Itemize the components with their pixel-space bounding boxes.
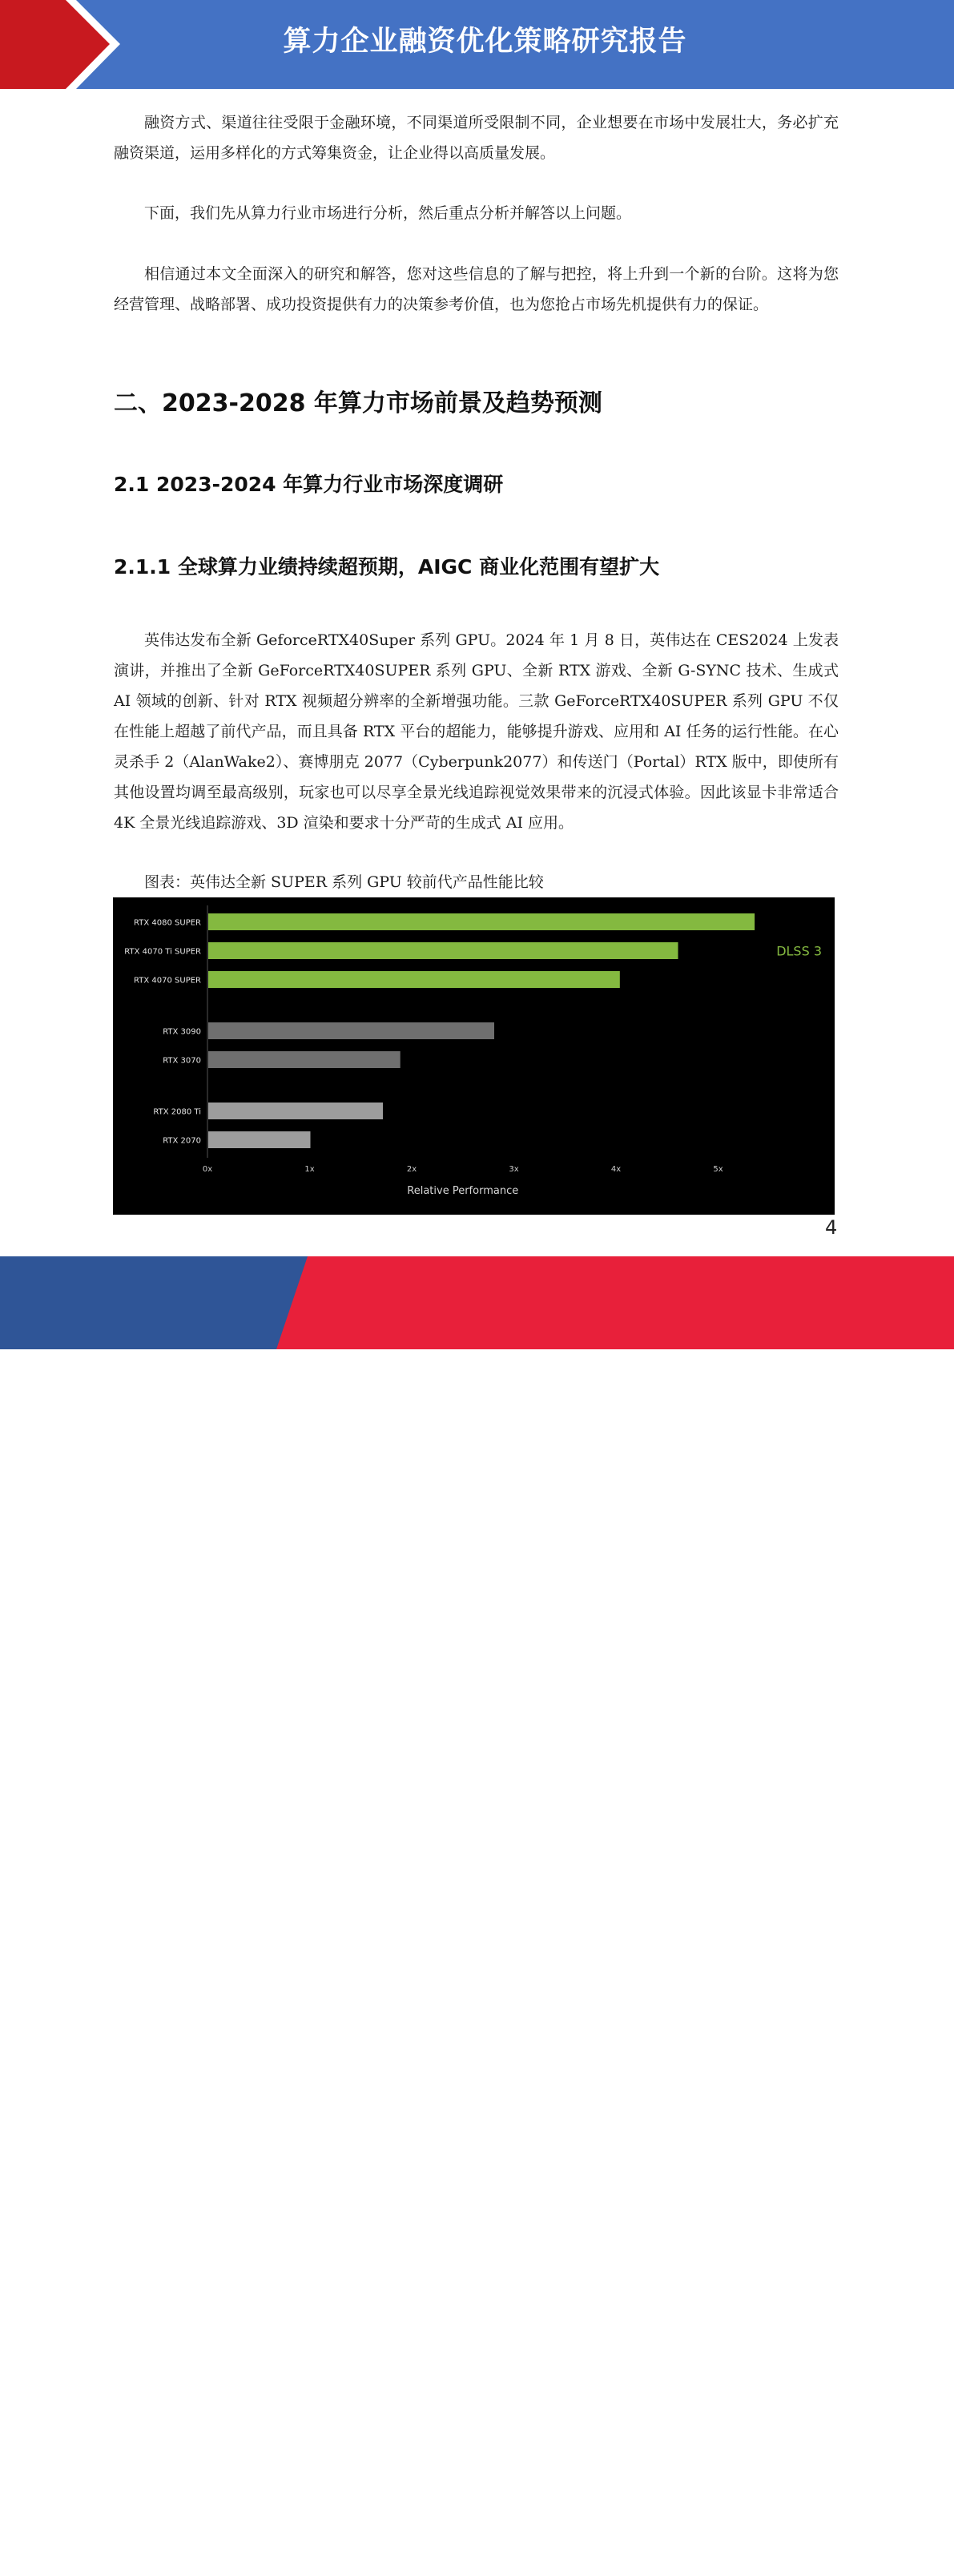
bar xyxy=(208,1051,401,1068)
bar xyxy=(208,971,620,988)
category-label: RTX 4080 SUPER xyxy=(134,918,201,928)
report-title: 算力企业融资优化策略研究报告 xyxy=(283,26,687,58)
footer-background xyxy=(0,1256,954,1349)
bar xyxy=(208,1103,383,1119)
page-footer xyxy=(0,1256,954,2574)
paragraph-intro: 下面，我们先从算力行业市场进行分析，然后重点分析并解答以上问题。 xyxy=(144,204,632,222)
paragraph-nvidia: 英伟达发布全新 GeforceRTX40Super 系列 GPU。2024 年 1 月 8 日，英伟达在 CES2024 上发表演讲，并推出了全新 GeForceRTX40SUPER 系列 GPU、全新 RTX 游戏、全新 G-SYNC 技术、生成式 AI 领域的创新、针对 RTX 视频超分辨率的全新增强功能。三款 GeForceRTX40SUPER 系列 GPU 不仅在性能上超越了前代产品，而且具备 RTX 平台的超能力，能够提升游戏、应用和 AI 任务的运行性能。在心灵杀手 2（AlanWake2）、赛博朋克 2077（Cyberpunk2077）和传送门（Portal）RTX 版中，即使所有其他设置均调至最高级别，玩家也可以尽享全景光线追踪视觉效果带来的沉浸式体验。因此该显卡非常适合 4K 全景光线追踪游戏、3D 渲染和要求十分严苛的生成式 AI 应用。 xyxy=(114,631,839,832)
bar xyxy=(208,913,755,930)
gpu-performance-chart xyxy=(113,897,835,1215)
category-label: RTX 2070 xyxy=(163,1136,201,1146)
chart-svg xyxy=(113,897,835,1215)
bar xyxy=(208,1022,494,1039)
x-tick-label: 0x xyxy=(202,1165,213,1174)
category-label: RTX 4070 SUPER xyxy=(134,976,201,986)
dlss-annotation: DLSS 3 xyxy=(776,943,822,959)
x-tick-label: 2x xyxy=(406,1165,417,1174)
footer-slogan-right: 行业专家、管理专家、营销专家、战略专家、成功企业家…… xyxy=(317,2551,859,2574)
category-label: RTX 3070 xyxy=(163,1056,201,1066)
paragraph-financing: 融资方式、渠道往往受限于金融环境，不同渠道所受限制不同，企业想要在市场中发展壮大，务必扩充融资渠道，运用多样化的方式筹集资金，让企业得以高质量发展。 xyxy=(114,114,839,162)
x-tick-label: 1x xyxy=(304,1165,315,1174)
category-label: RTX 4070 Ti SUPER xyxy=(124,947,201,957)
x-tick-label: 5x xyxy=(713,1165,723,1174)
x-tick-label: 4x xyxy=(610,1165,622,1174)
footer-slogan-left: 让每个人都能成为 xyxy=(114,2551,275,2574)
category-label: RTX 2080 Ti xyxy=(153,1107,201,1117)
section-heading: 二、2023-2028 年算力市场前景及趋势预测 xyxy=(114,389,602,417)
bar xyxy=(208,1131,311,1148)
x-tick-label: 3x xyxy=(509,1165,519,1174)
category-label: RTX 3090 xyxy=(163,1027,201,1037)
paragraph-value: 相信通过本文全面深入的研究和解答，您对这些信息的了解与把控，将上升到一个新的台阶。这将为您经营管理、战略部署、成功投资提供有力的决策参考价值，也为您抢占市场先机提供有力的保证。 xyxy=(114,265,839,313)
subsubsection-heading: 2.1.1 全球算力业绩持续超预期，AIGC 商业化范围有望扩大 xyxy=(114,555,660,578)
subsection-heading: 2.1 2023-2024 年算力行业市场深度调研 xyxy=(114,473,504,496)
page-number: 4 xyxy=(825,1216,838,1239)
page-header xyxy=(0,0,954,89)
bar xyxy=(208,942,678,959)
figure-caption: 图表：英伟达全新 SUPER 系列 GPU 较前代产品性能比较 xyxy=(144,873,544,891)
x-axis-label: Relative Performance xyxy=(407,1185,519,1197)
